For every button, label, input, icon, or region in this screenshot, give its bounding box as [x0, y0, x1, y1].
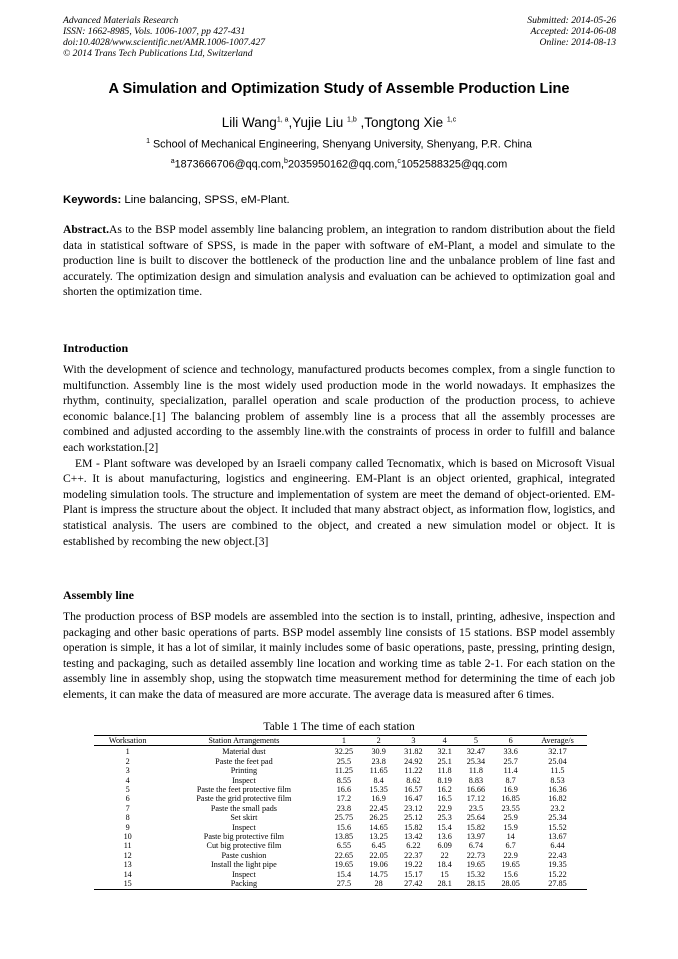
time-cell: 8.7 — [505, 775, 516, 785]
section-heading-introduction: Introduction — [63, 341, 129, 355]
time-cell: 16.66 — [466, 785, 486, 795]
workstation-cell: 1 — [125, 747, 130, 757]
station-arrangement-cell: Paste the small pads — [210, 803, 277, 813]
time-cell: 16.2 — [437, 785, 452, 795]
time-cell: 15.82 — [466, 822, 486, 832]
abstract-label: Abstract. — [63, 223, 110, 236]
column-header: 3 — [396, 736, 431, 746]
table-row — [94, 746, 587, 757]
time-cell: 19.22 — [404, 860, 423, 870]
station-arrangement-cell: Install the light pipe — [211, 860, 277, 870]
time-cell: 15.6 — [336, 822, 352, 832]
column-header: Station Arrangements — [161, 736, 326, 746]
time-cell: 8.53 — [550, 775, 565, 785]
time-cell: 8.4 — [373, 775, 384, 785]
time-cell: 27.42 — [396, 879, 431, 889]
workstation-cell: 13 — [123, 860, 132, 870]
workstation-cell: 14 — [123, 869, 132, 879]
time-cell: 28.05 — [493, 879, 528, 889]
workstation-cell: 6 — [125, 794, 130, 804]
time-cell: 19.06 — [369, 860, 388, 870]
table-header-row — [94, 736, 587, 746]
station-arrangement-cell: Paste the feet pad — [215, 756, 273, 766]
workstation-cell: 3 — [125, 766, 130, 776]
table-row — [94, 785, 587, 794]
station-arrangement-cell: Packing — [161, 879, 326, 889]
affiliation — [0, 138, 678, 151]
column-header: 5 — [459, 736, 494, 746]
table-body — [94, 746, 587, 889]
time-cell: 25.1 — [437, 756, 452, 766]
station-arrangement-cell: Printing — [230, 766, 258, 776]
table-caption: Table 1 The time of each station — [263, 719, 415, 733]
time-cell: 32.25 — [334, 747, 354, 757]
table-row — [94, 766, 587, 775]
workstation-cell: 4 — [125, 775, 130, 785]
time-cell: 14.75 — [369, 869, 388, 879]
station-arrangement-cell: Cut big protective film — [206, 841, 282, 851]
online-date: Online: 2014-08-13 — [539, 37, 616, 48]
time-cell: 32.17 — [548, 747, 567, 757]
keywords-label: Keywords: — [63, 194, 122, 206]
time-cell: 17.2 — [336, 794, 352, 804]
time-cell: 32.1 — [437, 747, 452, 757]
submission-dates — [527, 15, 616, 48]
doi-line: doi:10.4028/www.scientific.net/AMR.1006-1007.427 — [63, 37, 266, 48]
time-cell: 11.8 — [468, 766, 483, 776]
author-list — [0, 115, 678, 130]
time-cell: 13.97 — [466, 832, 486, 842]
station-arrangement-cell: Inspect — [232, 822, 256, 832]
time-cell: 13.85 — [334, 832, 354, 842]
station-arrangement-cell: Set skirt — [230, 813, 258, 823]
assembly-paragraph: The production process of BSP models are assembled into the section is to install, printing, adhesive, inspection and packaging and other basic operations of parts. BSP model assembly line consists of 15 stations. BSP model assembly operation is simple, it has a lot of similar, it mainly includes some of basic operations, paste, pressing, printing design, testing and packaging, such as detailed assembly line location and working time as table 2-1. For each station on the assembly line in assembly shop, using the stopwatch time measurement method for determining the time of each job elements, it can make the data of measured are more accurate. The average data is measured after 6 times. — [63, 610, 615, 701]
time-cell: 13.42 — [404, 832, 423, 842]
time-cell: 25.34 — [466, 756, 486, 766]
time-cell: 8.55 — [336, 775, 352, 785]
time-cell: 32.47 — [466, 747, 486, 757]
time-cell: 22.45 — [369, 803, 388, 813]
time-cell: 28.15 — [459, 879, 494, 889]
time-cell: 8.62 — [406, 775, 421, 785]
table-row — [94, 794, 587, 803]
time-cell: 11.8 — [437, 766, 452, 776]
section-heading-assembly-line: Assembly line — [63, 588, 135, 602]
submitted-date: Submitted: 2014-05-26 — [527, 15, 616, 26]
station-arrangement-cell: Inspect — [232, 869, 256, 879]
paper-title: A Simulation and Optimization Study of Assemble Production Line — [108, 81, 570, 97]
time-cell: 31.82 — [404, 747, 423, 757]
time-cell: 15.35 — [369, 785, 388, 795]
column-header: Average/s — [528, 736, 587, 746]
workstation-cell: 15 — [94, 879, 161, 889]
time-cell: 15.4 — [437, 822, 452, 832]
time-cell: 22.05 — [369, 850, 388, 860]
time-cell: 15.6 — [503, 869, 518, 879]
table-row — [94, 860, 587, 869]
time-cell: 11.4 — [503, 766, 518, 776]
table-row — [94, 813, 587, 822]
time-cell: 23.8 — [336, 803, 352, 813]
author-name: ,Yujie Liu — [288, 115, 348, 130]
abstract-text: As to the BSP model assembly line balancing problem, an integration to random distribution about the field data in statistical software of SPSS, is made in the paper with software of eM-Plant, a model and simulate to the production line is built to discover the bottleneck of the production line and the unbalance problem of line fast and accurately. The optimization design and simulation analysis and evaluation can be achieved to optimization goal and shorten the optimization time. — [63, 223, 615, 299]
keywords-text: Line balancing, SPSS, eM-Plant. — [121, 194, 290, 206]
table-row — [94, 879, 587, 889]
time-cell: 25.64 — [466, 813, 486, 823]
table-row — [94, 804, 587, 813]
workstation-cell: 8 — [125, 813, 130, 823]
time-cell: 15.32 — [466, 869, 486, 879]
time-cell: 8.83 — [468, 775, 484, 785]
journal-name: Advanced Materials Research — [63, 15, 179, 26]
station-arrangement-cell: Paste the feet protective film — [196, 785, 291, 795]
column-header: 2 — [361, 736, 396, 746]
time-cell: 33.6 — [503, 747, 518, 757]
time-cell: 25.34 — [548, 813, 567, 823]
email-sup: c — [397, 158, 401, 165]
time-cell: 6.09 — [437, 841, 452, 851]
time-cell: 17.12 — [466, 794, 486, 804]
author-emails — [0, 158, 678, 171]
time-cell: 16.47 — [404, 794, 423, 804]
time-cell: 6.22 — [406, 841, 421, 851]
time-cell: 13.6 — [437, 832, 452, 842]
time-cell: 25.04 — [548, 756, 567, 766]
column-header: 4 — [431, 736, 459, 746]
time-cell: 25.9 — [503, 813, 518, 823]
time-cell: 16.6 — [336, 785, 352, 795]
time-cell: 22.9 — [437, 803, 452, 813]
column-header: 1 — [327, 736, 362, 746]
time-cell: 15.9 — [503, 822, 518, 832]
introduction-paragraph-2: EM - Plant software was developed by an Israeli company called Tecnomatix, which is based on Microsoft Visual C++. It is about manufacturing, logistics and engineering. EM-Plant is an object oriented, graphical, integrated modeling simulation tools. The structure and implementation of system are meet the demand of object-oriented. EM-Plant is impress the structure about the object. It included that many abstract object, as information flow, logistics, and statistical analysis. The users are combined to the object, and created a new simulation model or object. It is established by recombing the new object.[3] — [63, 456, 615, 548]
keywords — [63, 194, 290, 206]
column-header: Worksation — [94, 736, 161, 746]
station-arrangement-cell: Paste big protective film — [203, 832, 285, 842]
issn-line: ISSN: 1662-8985, Vols. 1006-1007, pp 427-431 — [63, 26, 246, 37]
time-cell: 16.57 — [404, 785, 423, 795]
time-cell: 24.92 — [404, 756, 423, 766]
time-cell: 27.5 — [327, 879, 362, 889]
time-cell: 23.55 — [501, 803, 520, 813]
time-cell: 15.17 — [404, 869, 423, 879]
abstract — [63, 222, 615, 300]
time-cell: 16.5 — [437, 794, 452, 804]
table-row — [94, 870, 587, 879]
column-header: 6 — [493, 736, 528, 746]
accepted-date: Accepted: 2014-06-08 — [530, 26, 616, 37]
time-cell: 16.9 — [503, 785, 518, 795]
workstation-cell: 7 — [125, 803, 130, 813]
time-cell: 28.1 — [431, 879, 459, 889]
time-cell: 16.82 — [548, 794, 567, 804]
time-cell: 6.45 — [371, 841, 386, 851]
time-cell: 23.5 — [468, 803, 484, 813]
time-cell: 28 — [361, 879, 396, 889]
time-cell: 11.22 — [404, 766, 423, 776]
time-cell: 16.85 — [501, 794, 520, 804]
journal-info — [63, 15, 265, 59]
email-text: 1873666706@qq.com, — [174, 158, 285, 171]
time-cell: 11.65 — [369, 766, 388, 776]
time-cell: 23.12 — [404, 803, 423, 813]
time-cell: 23.8 — [371, 756, 386, 766]
time-cell: 22 — [440, 850, 449, 860]
time-cell: 11.25 — [334, 766, 353, 776]
time-cell: 19.65 — [501, 860, 520, 870]
workstation-cell: 9 — [125, 822, 130, 832]
time-cell: 16.36 — [548, 785, 567, 795]
introduction-paragraph-1: With the development of science and technology, manufactured products becomes complex, from a single function to multifunction. Assembly line is the most widely used production mode in the world nowadays. It emphasizes the rhythm, continuity, specialization, parallel operation and scale production of the production process, to achieve economic balance.[1] The balancing problem of assembly line is a process that all the assembly processes are combined and adjusted according to the assembly line.with the constraints of process in order to fulfill and balance each workstation.[2] — [63, 363, 615, 454]
author-sup: 1, a — [276, 116, 289, 124]
time-cell: 19.65 — [334, 860, 354, 870]
author-sup: 1,b — [347, 116, 357, 124]
workstation-cell: 10 — [123, 832, 132, 842]
time-cell: 22.9 — [503, 850, 518, 860]
station-time-table — [94, 735, 587, 890]
email-text: 2035950162@qq.com, — [287, 158, 398, 171]
table-row — [94, 757, 587, 766]
email-sup: b — [284, 158, 288, 165]
time-cell: 8.19 — [437, 775, 452, 785]
station-arrangement-cell: Inspect — [232, 775, 256, 785]
author-name: ,Tongtong Xie — [356, 115, 447, 130]
introduction-body — [63, 362, 615, 549]
copyright-line: © 2014 Trans Tech Publications Ltd, Switzerland — [63, 48, 253, 59]
time-cell: 25.5 — [336, 756, 352, 766]
time-cell: 25.7 — [503, 756, 518, 766]
email-sup: a — [170, 158, 175, 165]
time-cell: 14.65 — [369, 822, 388, 832]
affiliation-text: School of Mechanical Engineering, Shenyang University, Shenyang, P.R. China — [149, 138, 532, 151]
table-row — [94, 776, 587, 785]
time-cell: 22.65 — [334, 850, 354, 860]
author-sup: 1,c — [446, 116, 457, 124]
time-cell: 26.25 — [369, 813, 388, 823]
time-cell: 25.12 — [404, 813, 423, 823]
workstation-cell: 11 — [123, 841, 132, 851]
time-cell: 15.4 — [336, 869, 352, 879]
table-row — [94, 823, 587, 832]
time-cell: 22.43 — [548, 850, 567, 860]
time-cell: 6.7 — [505, 841, 516, 851]
time-cell: 23.2 — [550, 803, 565, 813]
table-row — [94, 832, 587, 841]
table-row — [94, 851, 587, 860]
time-cell: 27.85 — [528, 879, 587, 889]
time-cell: 13.67 — [548, 832, 567, 842]
email-text: 1052588325@qq.com — [400, 158, 508, 171]
workstation-cell: 5 — [125, 785, 130, 795]
time-cell: 22.73 — [466, 850, 486, 860]
time-cell: 22.37 — [404, 850, 423, 860]
time-cell: 19.35 — [548, 860, 567, 870]
author-name: Lili Wang — [221, 115, 277, 130]
time-cell: 13.25 — [369, 832, 388, 842]
time-cell: 6.74 — [468, 841, 484, 851]
station-arrangement-cell: Material dust — [222, 747, 266, 757]
time-cell: 25.75 — [334, 813, 354, 823]
time-cell: 18.4 — [437, 860, 452, 870]
time-cell: 15.22 — [548, 869, 567, 879]
time-cell: 30.9 — [371, 747, 386, 757]
time-cell: 14 — [506, 832, 515, 842]
station-arrangement-cell: Paste the grid protective film — [196, 794, 292, 804]
time-cell: 6.44 — [550, 841, 565, 851]
time-cell: 11.5 — [550, 766, 565, 776]
station-arrangement-cell: Paste cushion — [221, 850, 267, 860]
time-cell: 6.55 — [336, 841, 352, 851]
table-row — [94, 841, 587, 850]
workstation-cell: 2 — [125, 756, 130, 766]
time-cell: 15.82 — [404, 822, 423, 832]
time-cell: 19.65 — [466, 860, 486, 870]
time-cell: 15 — [440, 869, 449, 879]
affiliation-sup: 1 — [146, 138, 150, 145]
workstation-cell: 12 — [123, 850, 132, 860]
time-cell: 16.9 — [371, 794, 386, 804]
time-cell: 25.3 — [437, 813, 452, 823]
time-cell: 15.52 — [548, 822, 567, 832]
